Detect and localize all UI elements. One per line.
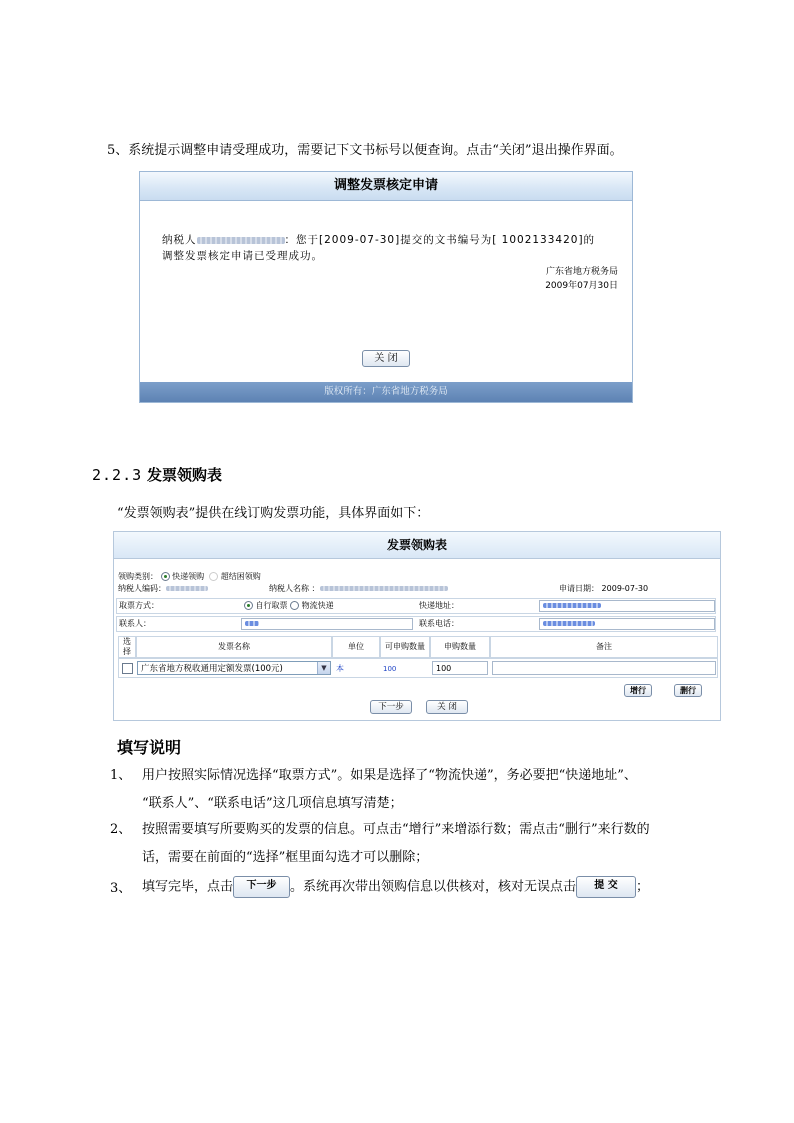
th-available-text: 可申购数量	[385, 642, 425, 651]
apply-date-row	[559, 584, 648, 594]
contact-label: 联系人：	[119, 619, 151, 628]
pickup-self-label: 自行取票	[255, 601, 288, 610]
pickup-label: 取票方式：	[119, 601, 159, 610]
dialog-title: 调整发票核定申请	[140, 172, 632, 201]
note-input[interactable]	[492, 661, 716, 675]
instruction-3-part3: ；	[636, 879, 650, 895]
form-close-button[interactable]: 关 闭	[426, 700, 468, 714]
th-unit-text: 单位	[348, 642, 364, 651]
unit-value: 本	[336, 664, 344, 673]
instruction-3-part1: 填写完毕，点击	[142, 879, 234, 895]
intro-text: “发票领购表”提供在线订购发票功能，具体界面如下：	[117, 506, 430, 521]
contact-blurred	[245, 621, 259, 626]
th-quantity-text: 申购数量	[444, 642, 476, 651]
delete-row-button[interactable]: 删行	[674, 684, 702, 697]
instruction-2-num: 2、	[110, 822, 132, 837]
express-radio[interactable]	[161, 572, 170, 581]
phone-input[interactable]	[539, 618, 715, 630]
pickup-options	[244, 601, 334, 611]
message-line2: 调整发票核定申请已受理成功。	[162, 250, 323, 262]
quantity-value: 100	[436, 664, 452, 673]
th-select-text: 选择	[123, 637, 131, 656]
apply-date-value: 2009-07-30	[601, 584, 649, 593]
inline-submit-button: 提 交	[576, 876, 636, 898]
instruction-3-part2: 。系统再次带出领购信息以供核对，核对无误点击	[290, 879, 577, 895]
apply-date-label: 申请日期：	[559, 584, 599, 593]
instructions-heading: 填写说明	[117, 738, 182, 757]
address-blurred	[543, 603, 601, 608]
dialog-date: 2009年07月30日	[545, 281, 618, 291]
section-heading	[92, 465, 222, 485]
dialog-close-button[interactable]: 关 闭	[362, 350, 410, 367]
over-label: 超结困领购	[220, 572, 261, 581]
dialog-org: 广东省地方税务局	[545, 267, 618, 277]
pickup-self-radio[interactable]	[244, 601, 253, 610]
dialog-signature	[545, 265, 618, 293]
next-step-button[interactable]: 下一步	[370, 700, 412, 714]
dialog-footer: 版权所有：广东省地方税务局	[140, 382, 632, 402]
address-label: 快递地址：	[419, 601, 459, 610]
taxpayer-name-blurred	[320, 586, 448, 591]
quantity-input[interactable]	[432, 661, 488, 675]
purchase-type-row	[118, 572, 261, 582]
th-invoice-name-text: 发票名称	[218, 642, 250, 651]
over-radio[interactable]	[209, 572, 218, 581]
instruction-2-line1: 按照需要填写所要购买的发票的信息。可点击“增行”来增添行数；需点击“删行”来行数的	[142, 822, 650, 837]
pickup-logistics-label: 物流快递	[301, 601, 334, 610]
section-title: 发票领购表	[146, 466, 222, 484]
form-title: 发票领购表	[114, 532, 720, 559]
taxpayer-name-label: 纳税人名称 ：	[269, 584, 320, 593]
chevron-down-icon[interactable]: ▼	[317, 662, 330, 674]
section-number: 2.2.3	[92, 466, 143, 484]
instruction-1-num: 1、	[110, 768, 132, 783]
th-note-text: 备注	[596, 642, 612, 651]
message-line1-suffix: ：您于[2009-07-30]提交的文书编号为[ 1002133420]的	[284, 234, 596, 246]
instruction-2-line2: 话，需要在前面的“选择”框里面勾选才可以删除；	[142, 850, 429, 865]
phone-label: 联系电话：	[419, 619, 459, 628]
taxpayer-no-row	[118, 584, 208, 594]
phone-blurred	[543, 621, 595, 626]
step5-text: 5、系统提示调整申请受理成功，需要记下文书标号以便查询。点击“关闭”退出操作界面。	[107, 143, 623, 158]
instruction-3-num: 3、	[110, 881, 132, 896]
taxpayer-no-label: 纳税人编码：	[118, 584, 166, 593]
invoice-name-select[interactable]	[137, 661, 331, 675]
purchase-type-label: 领购类别：	[118, 572, 158, 581]
contact-input[interactable]	[241, 618, 413, 630]
instruction-3-line	[142, 876, 649, 899]
taxpayer-no-blurred	[166, 586, 208, 591]
pickup-logistics-radio[interactable]	[290, 601, 299, 610]
confirmation-dialog	[139, 171, 633, 403]
available-value: 100	[383, 665, 397, 673]
dialog-message	[162, 232, 622, 264]
taxpayer-id-blurred	[197, 237, 285, 244]
instruction-1-line1: 用户按照实际情况选择“取票方式”。如果是选择了“物流快递”，务必要把“快递地址”、	[142, 768, 637, 783]
row-select-checkbox[interactable]	[122, 663, 133, 674]
express-label: 快递领购	[172, 572, 205, 581]
add-row-button[interactable]: 增行	[624, 684, 652, 697]
message-prefix: 纳税人	[162, 234, 197, 246]
address-input[interactable]	[539, 600, 715, 612]
taxpayer-name-row	[269, 584, 448, 594]
inline-next-step-button: 下一步	[233, 876, 290, 898]
invoice-name-value: 广东省地方税收通用定额发票(100元)	[141, 664, 283, 674]
invoice-form	[113, 531, 721, 721]
instruction-1-line2: “联系人”、“联系电话”这几项信息填写清楚；	[142, 796, 403, 811]
